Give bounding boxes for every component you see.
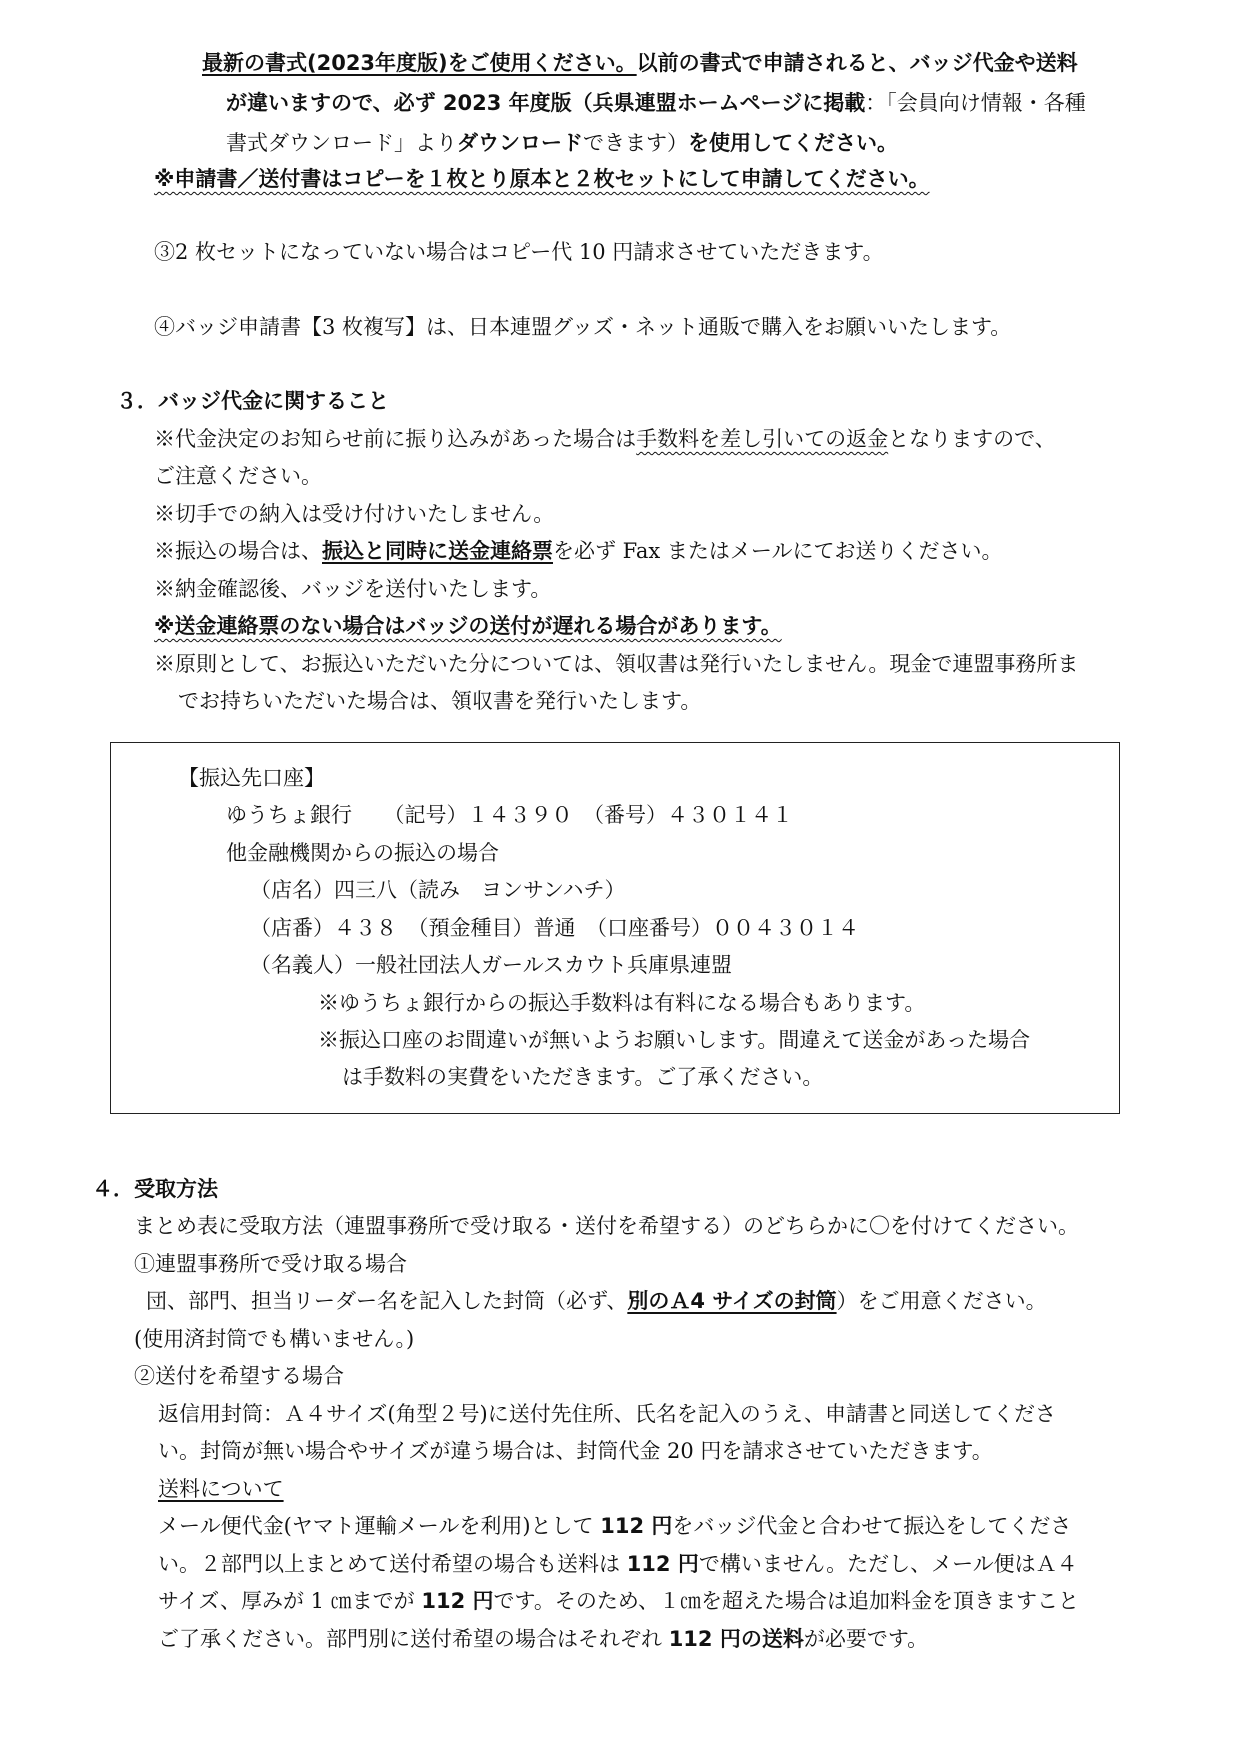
refund-emphasis: 手数料を差し引いての返金 [636, 427, 889, 451]
item-4: ④バッジ申請書【3 枚複写】は、日本連盟グッズ・ネット通販で購入をお願いいたします。 [154, 315, 1012, 339]
section-3-p1: ※代金決定のお知らせ前に振り込みがあった場合は手数料を差し引いての返金となりますので、 [154, 427, 1056, 451]
shipping-line-1: メール便代金(ヤマト運輸メールを利用)として 112 円をバッジ代金と合わせて振込をしてくださ [158, 1514, 1072, 1538]
shipping-line-3: サイズ、厚みが 1 ㎝までが 112 円です。そのため、１㎝を超えた場合は追加料金を頂きますこと [158, 1589, 1079, 1613]
a4-envelope-emphasis: 別のＡ4 サイズの封筒 [627, 1289, 837, 1313]
shipping-line-2: い。２部門以上まとめて送付希望の場合も送料は 112 円で構いません。ただし、メール便はＡ４ [158, 1552, 1078, 1576]
account-note-1: ※ゆうちょ銀行からの振込手数料は有料になる場合もあります。 [318, 991, 926, 1015]
account-line-5: （名義人）一般社団法人ガールスカウト兵庫県連盟 [250, 953, 732, 977]
account-title: 【振込先口座】 [178, 766, 325, 790]
copy-set-notice: ※申請書／送付書はコピーを１枚とり原本と２枚セットにして申請してください。 [154, 167, 930, 191]
notice-line-1: 最新の書式(2023年度版)をご使用ください。以前の書式で申請されると、バッジ代金や送料 [202, 51, 1078, 75]
account-line-1: ゆうちょ銀行 （記号）１４３９０ （番号）４３０１４１ [226, 803, 793, 827]
section-3-p6: ※原則として、お振込いただいた分については、領収書は発行いたしません。現金で連盟事務所ま [154, 652, 1079, 676]
account-note-2-cont: は手数料の実費をいただきます。ご了承ください。 [342, 1065, 824, 1089]
remittance-slip-emphasis: 振込と同時に送金連絡票 [322, 539, 553, 563]
account-line-4: （店番）４３８ （預金種目）普通 （口座番号）００４３０１４ [250, 916, 859, 940]
latest-form-emphasis: 最新の書式(2023年度版)をご使用ください。 [202, 51, 637, 75]
notice-line-3: 書式ダウンロード」よりダウンロードできます）を使用してください。 [226, 131, 898, 155]
item-3: ③2 枚セットになっていない場合はコピー代 10 円請求させていただきます。 [154, 240, 884, 264]
option-1-heading: ①連盟事務所で受け取る場合 [134, 1252, 407, 1276]
option-1-note: (使用済封筒でも構いません。) [134, 1327, 415, 1351]
notice-line-2: が違いますので、必ず 2023 年度版（兵県連盟ホームページに掲載：「会員向け情報・各種 [226, 91, 1086, 115]
section-3-p6-cont: でお持ちいただいた場合は、領収書を発行いたします。 [178, 689, 702, 713]
section-3-p2: ※切手での納入は受け付けいたしません。 [154, 502, 555, 526]
option-2-text-cont: い。封筒が無い場合やサイズが違う場合は、封筒代金 20 円を請求させていただきます。 [158, 1439, 993, 1463]
shipping-line-4: ご了承ください。部門別に送付希望の場合はそれぞれ 112 円の送料が必要です。 [158, 1627, 929, 1651]
section-4-heading: ４．受取方法 [92, 1177, 218, 1201]
section-3-p3: ※振込の場合は、振込と同時に送金連絡票を必ず Fax またはメールにてお送りください。 [154, 539, 1003, 563]
option-2-heading: ②送付を希望する場合 [134, 1364, 344, 1388]
section-4-p1: まとめ表に受取方法（連盟事務所で受け取る・送付を希望する）のどちらかに〇を付けてください。 [134, 1214, 1079, 1238]
section-3-p1-cont: ご注意ください。 [154, 464, 322, 488]
section-3-heading: ３．バッジ代金に関すること [116, 389, 389, 413]
section-3-p4: ※納金確認後、バッジを送付いたします。 [154, 577, 552, 601]
section-3-p5: ※送金連絡票のない場合はバッジの送付が遅れる場合があります。 [154, 614, 782, 638]
option-1-text: 団、部門、担当リーダー名を記入した封筒（必ず、別のＡ4 サイズの封筒）をご用意ください。 [146, 1289, 1047, 1313]
account-note-2: ※振込口座のお間違いが無いようお願いします。間違えて送金があった場合 [318, 1028, 1031, 1052]
option-2-text: 返信用封筒：Ａ４サイズ(角型２号)に送付先住所、氏名を記入のうえ、申請書と同送してくださ [158, 1402, 1056, 1426]
shipping-title: 送料について [158, 1477, 284, 1501]
account-line-2: 他金融機関からの振込の場合 [226, 841, 499, 865]
account-line-3: （店名）四三八（読み ヨンサンハチ） [250, 878, 626, 902]
